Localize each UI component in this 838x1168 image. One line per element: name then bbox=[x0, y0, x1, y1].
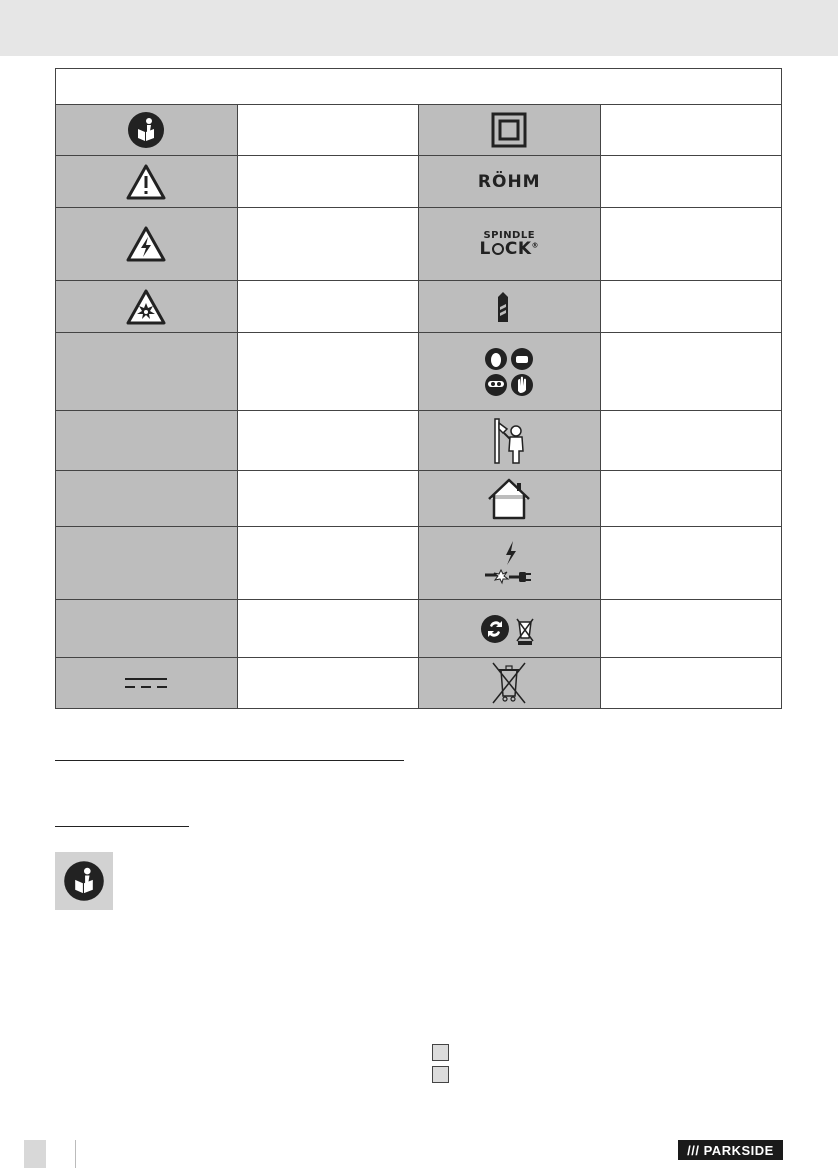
table-row bbox=[56, 105, 782, 156]
icon-cell bbox=[419, 208, 601, 281]
read-manual-icon bbox=[126, 110, 166, 150]
icon-cell bbox=[56, 527, 238, 600]
subsection-heading-underline bbox=[55, 826, 189, 827]
description-cell bbox=[600, 208, 782, 281]
warning-triangle-icon bbox=[126, 164, 166, 200]
spindle-logo-registered: ® bbox=[531, 240, 539, 249]
description-cell bbox=[600, 658, 782, 709]
table-row bbox=[56, 156, 782, 208]
damaged-cable-unplug-icon bbox=[483, 537, 535, 589]
description-cell bbox=[237, 527, 419, 600]
table-row bbox=[56, 208, 782, 281]
spindle-lock-logo bbox=[480, 231, 540, 258]
indoor-use-house-icon bbox=[485, 477, 533, 521]
protection-class-ii-icon bbox=[491, 112, 527, 148]
table-header-row bbox=[56, 69, 782, 105]
icon-cell bbox=[419, 281, 601, 333]
icon-cell bbox=[56, 471, 238, 527]
spindle-logo-letters-ck: CK bbox=[504, 238, 532, 259]
icon-cell bbox=[56, 411, 238, 471]
read-manual-icon bbox=[62, 859, 106, 903]
footer-divider bbox=[75, 1140, 76, 1168]
read-manual-box bbox=[55, 852, 113, 910]
description-cell bbox=[237, 471, 419, 527]
description-cell bbox=[237, 156, 419, 208]
table-row bbox=[56, 471, 782, 527]
description-cell bbox=[600, 333, 782, 411]
description-cell bbox=[237, 411, 419, 471]
protective-equipment-icons bbox=[483, 346, 535, 398]
spindle-logo-line1: SPINDLE bbox=[483, 229, 536, 241]
description-cell bbox=[600, 156, 782, 208]
spindle-logo-circle bbox=[492, 243, 504, 255]
electric-shock-warning-icon bbox=[126, 226, 166, 262]
page-number-box bbox=[24, 1140, 46, 1168]
icon-cell bbox=[419, 527, 601, 600]
description-cell bbox=[600, 471, 782, 527]
icon-cell bbox=[56, 156, 238, 208]
symbols-table bbox=[55, 68, 782, 709]
dc-current-icon bbox=[123, 673, 169, 693]
icon-cell bbox=[419, 156, 601, 208]
description-cell bbox=[237, 658, 419, 709]
description-cell bbox=[600, 281, 782, 333]
table-row bbox=[56, 527, 782, 600]
checkbox-2 bbox=[432, 1066, 449, 1083]
gear-speed-icon bbox=[489, 289, 529, 325]
description-cell bbox=[237, 600, 419, 658]
description-cell bbox=[600, 600, 782, 658]
parkside-logo: /// PARKSIDE bbox=[678, 1140, 783, 1160]
table-header-cell bbox=[56, 69, 782, 105]
keep-children-away-icon bbox=[489, 417, 529, 465]
description-cell bbox=[237, 281, 419, 333]
description-cell bbox=[237, 208, 419, 281]
icon-cell bbox=[419, 105, 601, 156]
icon-cell bbox=[419, 471, 601, 527]
weee-crossed-bin-icon bbox=[489, 660, 529, 706]
icon-cell bbox=[419, 411, 601, 471]
description-cell bbox=[600, 527, 782, 600]
explosion-warning-icon bbox=[126, 289, 166, 325]
icon-cell bbox=[56, 281, 238, 333]
table-row bbox=[56, 600, 782, 658]
checkbox-1 bbox=[432, 1044, 449, 1061]
icon-cell bbox=[419, 333, 601, 411]
description-cell bbox=[237, 333, 419, 411]
icon-cell bbox=[419, 658, 601, 709]
table-row bbox=[56, 333, 782, 411]
table-row bbox=[56, 411, 782, 471]
description-cell bbox=[600, 105, 782, 156]
description-cell bbox=[237, 105, 419, 156]
table-row bbox=[56, 658, 782, 709]
icon-cell bbox=[56, 208, 238, 281]
top-header-band bbox=[0, 0, 838, 56]
recycling-packaging-icons bbox=[481, 612, 537, 646]
table-row bbox=[56, 281, 782, 333]
icon-cell bbox=[419, 600, 601, 658]
rohm-brand-logo: RÖHM bbox=[477, 171, 541, 192]
icon-cell bbox=[56, 105, 238, 156]
section-heading-underline bbox=[55, 760, 404, 761]
icon-cell bbox=[56, 600, 238, 658]
description-cell bbox=[600, 411, 782, 471]
spindle-logo-letter-l: L bbox=[479, 238, 491, 259]
spindle-logo-line2 bbox=[479, 238, 540, 259]
icon-cell bbox=[56, 333, 238, 411]
icon-cell bbox=[56, 658, 238, 709]
